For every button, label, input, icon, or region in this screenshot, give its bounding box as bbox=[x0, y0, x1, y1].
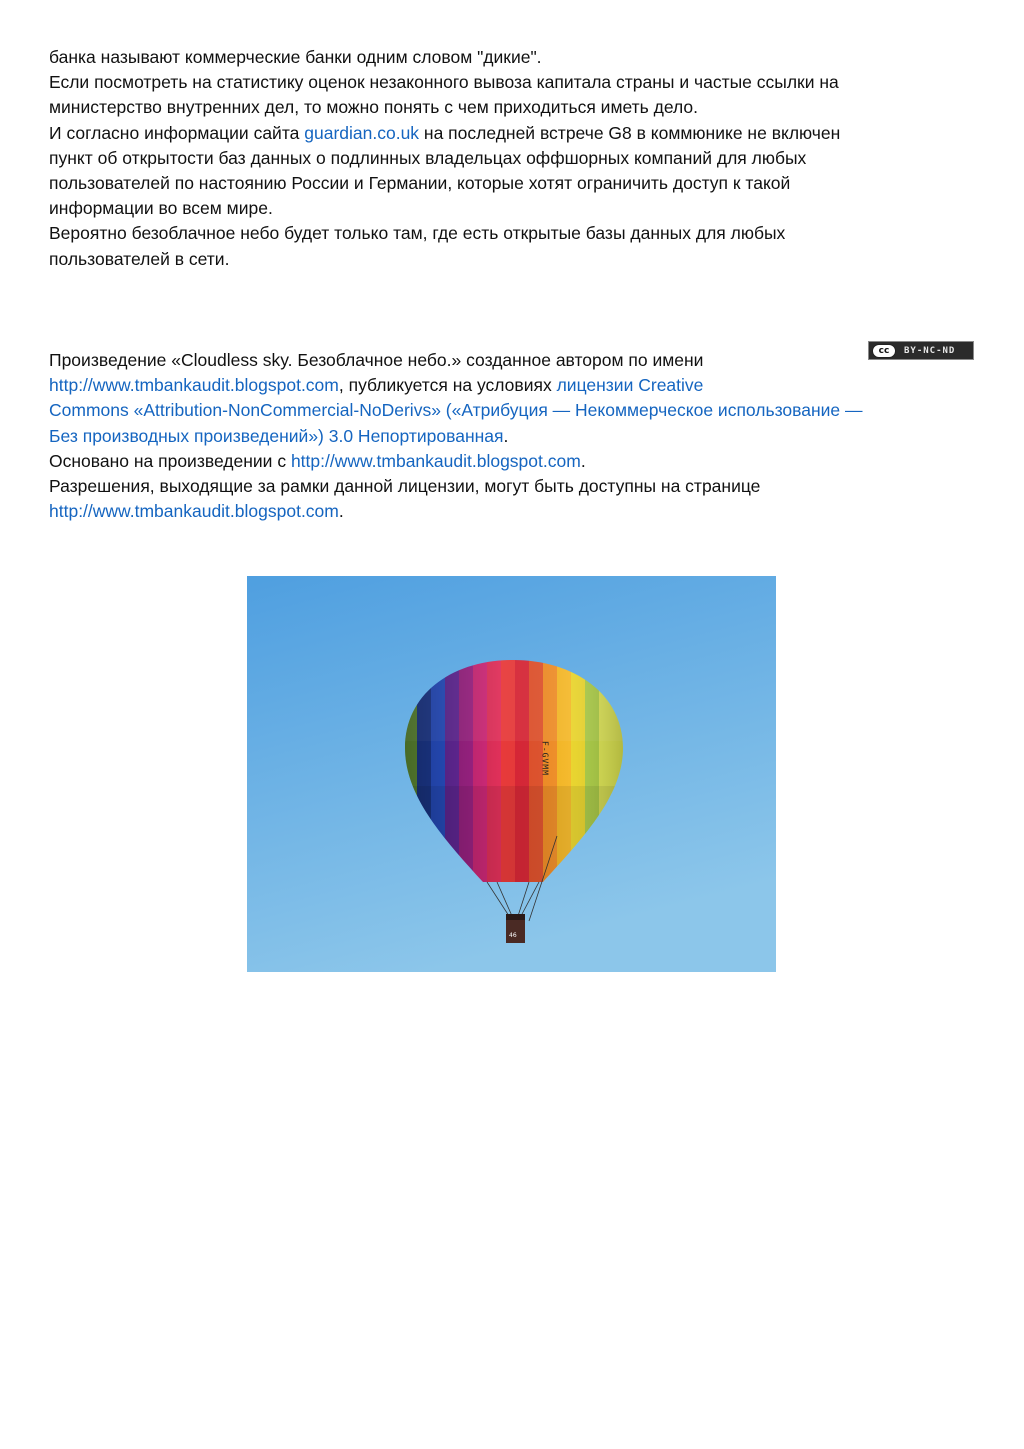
body-line-with-link bbox=[49, 121, 989, 146]
hot-air-balloon-photo bbox=[247, 576, 776, 972]
license-period: . bbox=[503, 425, 509, 446]
license-text: , публикуется на условиях bbox=[338, 375, 557, 396]
based-on-text: Основано на произведении с bbox=[49, 450, 291, 471]
license-link[interactable]: Без производных произведений») 3.0 Непортированная bbox=[49, 425, 504, 446]
basket-number: 46 bbox=[509, 932, 517, 939]
license-notice bbox=[49, 345, 989, 524]
license-line bbox=[49, 424, 989, 449]
license-intro: Произведение «Cloudless sky. Безоблачное небо.» созданное автором по имени bbox=[49, 350, 704, 370]
body-line: пункт об открытости баз данных о подлинных владельцах оффшорных компаний для любых bbox=[49, 147, 807, 168]
body-text: И согласно информации сайта bbox=[49, 122, 305, 143]
guardian-link[interactable]: guardian.co.uk bbox=[304, 122, 420, 143]
license-link[interactable]: Commons «Attribution-NonCommercial-NoDerivs» («Атрибуция — Некоммерческое использование — bbox=[49, 400, 863, 421]
body-line: информации во всем мире. bbox=[49, 198, 273, 219]
license-link[interactable]: лицензии Creative bbox=[556, 375, 704, 396]
permissions-link[interactable]: http://www.tmbankaudit.blogspot.com bbox=[49, 501, 339, 522]
balloon-basket bbox=[506, 914, 525, 943]
body-line: пользователей по настоянию России и Германии, которые хотят ограничить доступ к такой bbox=[49, 173, 791, 194]
permissions-link-line bbox=[49, 499, 989, 524]
body-text: на последней встрече G8 в коммюнике не включен bbox=[419, 122, 841, 143]
author-link[interactable]: http://www.tmbankaudit.blogspot.com bbox=[49, 375, 339, 396]
balloon-registration: F-GVMM bbox=[540, 741, 550, 776]
body-line: пользователей в сети. bbox=[49, 248, 230, 269]
permissions-line: Разрешения, выходящие за рамки данной лицензии, могут быть доступны на странице bbox=[49, 476, 761, 497]
license-line bbox=[49, 398, 989, 423]
cc-logo-icon: cc bbox=[872, 344, 896, 358]
based-on-line bbox=[49, 449, 989, 474]
license-period: . bbox=[338, 501, 344, 522]
body-line: Вероятно безоблачное небо будет только там, где есть открытые базы данных для любых bbox=[49, 223, 786, 244]
body-line: Если посмотреть на статистику оценок незаконного вывоза капитала страны и частые ссылки на bbox=[49, 72, 839, 93]
body-line: министерство внутренних дел, то можно понять с чем приходиться иметь дело. bbox=[49, 97, 699, 118]
license-period: . bbox=[580, 450, 586, 471]
body-line: банка называют коммерческие банки одним словом "дикие". bbox=[49, 47, 542, 67]
based-on-link[interactable]: http://www.tmbankaudit.blogspot.com bbox=[290, 450, 581, 471]
cc-badge-label: BY-NC-ND bbox=[904, 345, 956, 356]
license-line bbox=[49, 373, 989, 398]
article-body bbox=[49, 45, 989, 272]
